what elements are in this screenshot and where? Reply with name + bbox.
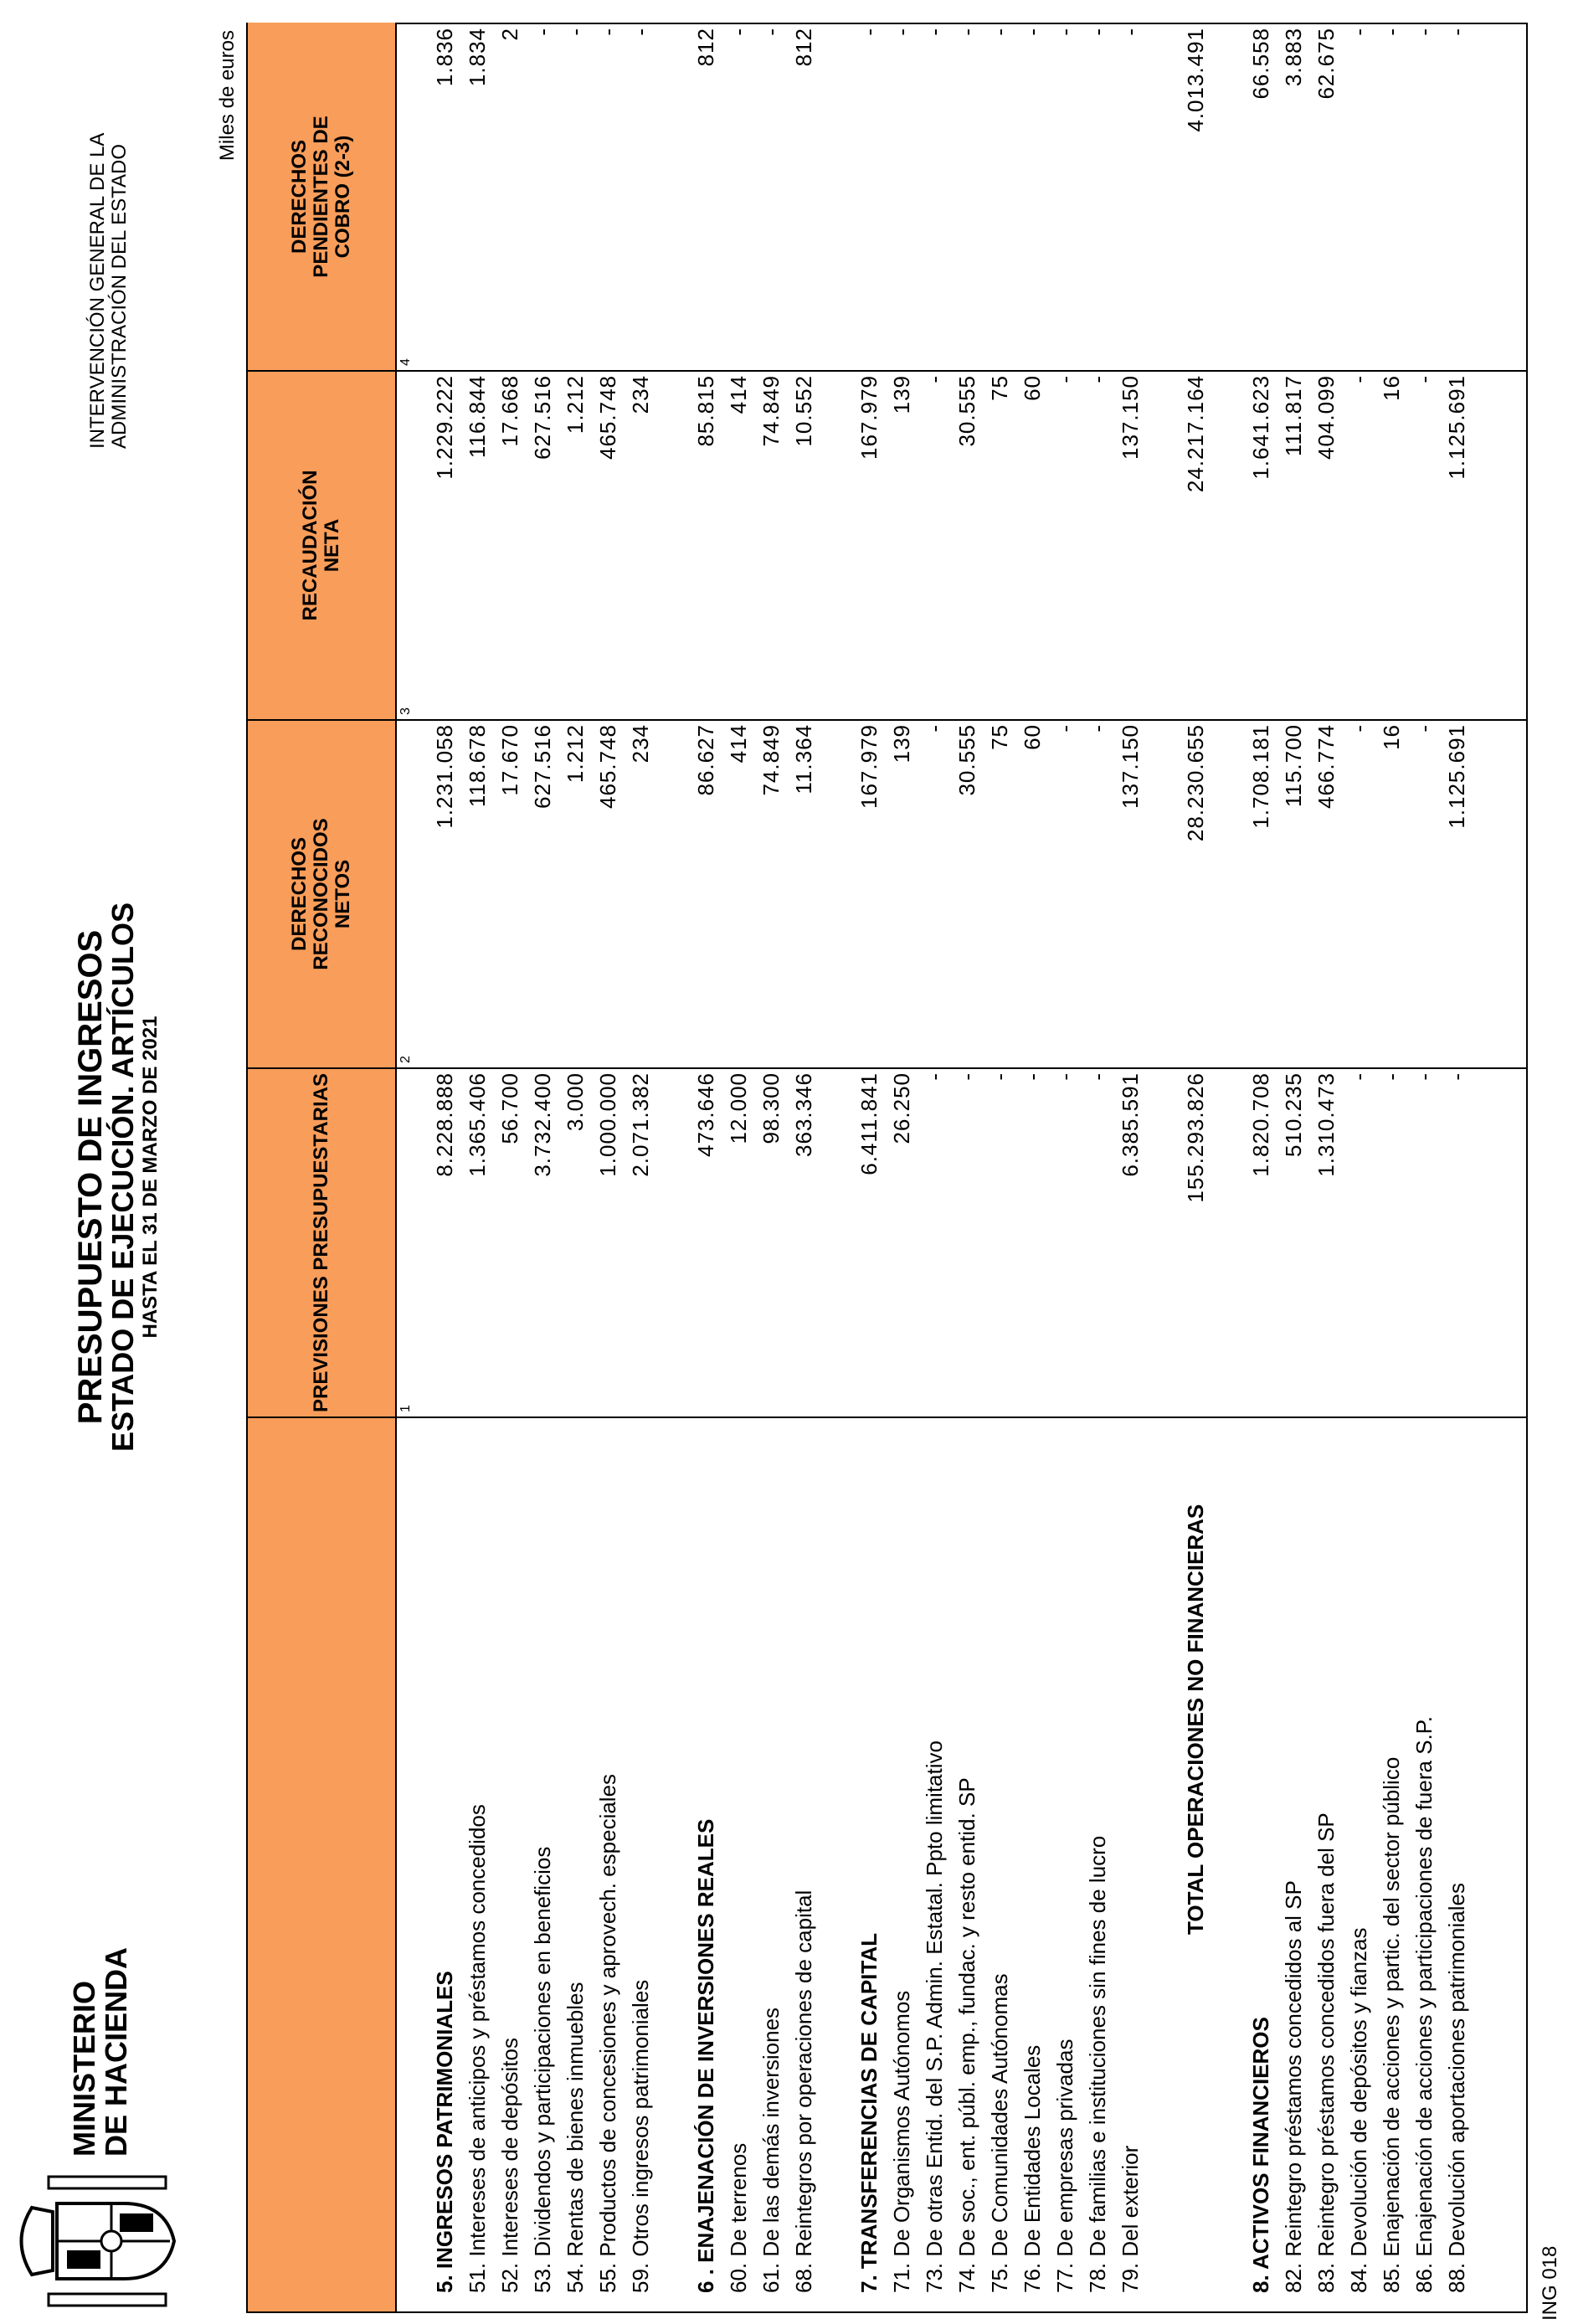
column-header-3 [248,371,397,720]
cell-value-col-2: - [1346,724,1371,733]
cell-value-col-3: 60 [1020,375,1045,401]
column-header-4 [248,23,397,371]
cell-value-col-3: 167.979 [856,375,882,460]
cell-value-col-4: - [1444,28,1469,36]
units-label: Miles de euros [216,30,239,162]
report-period: HASTA EL 31 DE MARZO DE 2021 [139,1015,162,1339]
table-row [1016,24,1049,2311]
cell-value-col-4: - [726,28,751,36]
table-row [1114,24,1147,2311]
cell-value-col-1: - [1346,1072,1371,1081]
cell-value-col-2: 1.708.181 [1248,724,1273,829]
cell-value-col-1: - [1379,1072,1404,1081]
cell-value-col-1: - [1020,1072,1045,1081]
table-row [1310,24,1343,2311]
cell-value-col-4: - [563,28,588,36]
cell-value-col-4: 1.836 [432,28,457,87]
cell-value-col-3: 74.849 [758,375,784,447]
table-row [461,24,494,2311]
cell-value-col-4: - [856,28,882,36]
cell-value-col-2: 465.748 [595,724,620,809]
spacer-row [657,24,690,2311]
cell-value-col-4: - [595,28,620,36]
row-label: 77. De empresas privadas [1052,2039,1077,2293]
table-row [1082,24,1114,2311]
row-label: 59. Otros ingresos patrimoniales [628,1979,653,2293]
table-row [886,24,918,2311]
cell-value-col-2: 1.125.691 [1444,724,1469,829]
cell-value-col-2: 11.364 [791,724,816,794]
cell-value-col-4: - [758,28,784,36]
cell-value-col-3: 85.815 [693,375,718,447]
cell-value-col-2: - [1085,724,1110,733]
cell-value-col-3: 30.555 [954,375,979,447]
cell-value-col-3: 24.217.164 [1183,375,1208,493]
spacer-row [1212,24,1245,2311]
cell-value-col-2: - [922,724,947,733]
cell-value-col-2: 118.678 [465,724,490,808]
cell-value-col-3: 234 [628,375,653,414]
row-label: 8. ACTIVOS FINANCIEROS [1248,2017,1273,2293]
cell-value-col-3: 75 [987,375,1012,401]
row-label: 78. De familias e instituciones sin fines de lucro [1085,1835,1110,2293]
column-header-label: DERECHOS PENDIENTES DE COBRO (2-3) [288,116,354,278]
cell-value-col-1: 12.000 [726,1072,751,1144]
report-subtitle: ESTADO DE EJECUCIÓN. ARTÍCULOS [105,902,140,1452]
cell-value-col-4: - [954,28,979,36]
cell-value-col-4: - [1085,28,1110,36]
cell-value-col-4: - [1411,28,1437,36]
spacer-row [1147,24,1180,2311]
cell-value-col-2: 1.212 [563,724,588,784]
cell-value-col-1: 6.411.841 [856,1072,882,1175]
cell-value-col-4: - [1379,28,1404,36]
row-label: 88. Devolución aportaciones patrimoniales [1444,1883,1469,2293]
row-label: 85. Enajenación de acciones y partic. del sector público [1379,1756,1404,2293]
report-title: PRESUPUESTO DE INGRESOS [72,929,109,1425]
cell-value-col-2: 115.700 [1281,724,1306,808]
table-row [527,24,559,2311]
ministry-name [69,1947,132,2157]
row-label: 71. De Organismos Autónomos [889,1990,914,2293]
cell-value-col-1: - [1085,1072,1110,1081]
cell-value-col-3: 137.150 [1118,375,1143,460]
row-label: 83. Reintegro préstamos concedidos fuera del SP [1313,1812,1339,2293]
cell-value-col-1: - [1444,1072,1469,1081]
column-number: 3 [398,707,413,715]
document-code: ING 018 [1539,2245,1561,2321]
cell-value-col-1: 155.293.826 [1183,1072,1208,1203]
cell-value-col-4: - [1052,28,1077,36]
table-row [755,24,788,2311]
row-label: 79. Del exterior [1118,2145,1143,2293]
cell-value-col-1: - [922,1072,947,1081]
cell-value-col-1: 3.000 [563,1072,588,1132]
row-label: 53. Dividendos y participaciones en beneficios [530,1846,555,2293]
cell-value-col-3: 414 [726,375,751,414]
row-label: 74. De soc., ent. públ. emp., fundac. y resto entid. SP [954,1777,979,2293]
cell-value-col-3: 1.125.691 [1444,375,1469,480]
cell-value-col-1: 6.385.591 [1118,1072,1143,1177]
column-header-label: DERECHOS RECONOCIDOS NETOS [288,818,354,970]
cell-value-col-2: 74.849 [758,724,784,796]
cell-value-col-4: - [628,28,653,36]
cell-value-col-4: - [987,28,1012,36]
row-label: 73. De otras Entid. del S.P. Admin. Estatal. Ppto limitativo [922,1740,947,2293]
cell-value-col-2: 167.979 [856,724,882,809]
cell-value-col-4: 62.675 [1313,28,1339,100]
cell-value-col-1: - [954,1072,979,1081]
table-row [625,24,657,2311]
row-label: 84. Devolución de depósitos y fianzas [1346,1927,1371,2293]
cell-value-col-2: 139 [889,724,914,764]
cell-value-col-3: - [1411,375,1437,383]
coat-of-arms-logo [15,2170,182,2312]
cell-value-col-4: 4.013.491 [1183,28,1208,132]
table-row [722,24,755,2311]
cell-value-col-3: 1.212 [563,375,588,434]
row-label: TOTAL OPERACIONES NO FINANCIERAS [1183,1504,1208,1935]
cell-value-col-3: - [1346,375,1371,383]
cell-value-col-3: 1.641.623 [1248,375,1273,480]
table-row [1441,24,1473,2311]
cell-value-col-3: - [1052,375,1077,383]
agency-name [87,133,131,449]
row-label: 61. De las demás inversiones [758,2007,784,2293]
column-header-1 [248,1068,397,1417]
report-title-block [74,784,162,1571]
row-label: 75. De Comunidades Autónomas [987,1973,1012,2293]
cell-value-col-3: 139 [889,375,914,414]
cell-value-col-1: - [987,1072,1012,1081]
cell-value-col-1: 510.235 [1281,1072,1306,1157]
cell-value-col-2: 30.555 [954,724,979,796]
budget-table [246,23,1528,2313]
cell-value-col-1: 26.250 [889,1072,914,1144]
spacer-row [820,24,853,2311]
cell-value-col-3: 10.552 [791,375,816,447]
row-label: 7. TRANSFERENCIAS DE CAPITAL [856,1933,882,2293]
cell-value-col-4: - [889,28,914,36]
row-label: 60. De terrenos [726,2142,751,2293]
column-number: 1 [398,1405,413,1412]
cell-value-col-1: 363.346 [791,1072,816,1157]
cell-value-col-2: 466.774 [1313,724,1339,809]
cell-value-col-3: 111.817 [1281,375,1306,457]
column-header-label: PREVISIONES PRESUPUESTARIAS [310,1073,332,1412]
cell-value-col-1: 1.000.000 [595,1072,620,1177]
cell-value-col-1: 2.071.382 [628,1072,653,1177]
row-label: 6 . ENAJENACIÓN DE INVERSIONES REALES [693,1818,718,2293]
chapter-row [429,24,461,2311]
column-header-2 [248,720,397,1068]
ministry-line-2: DE HACIENDA [99,1946,133,2157]
chapter-row [690,24,722,2311]
cell-value-col-4: 3.883 [1281,28,1306,87]
cell-value-col-2: 1.231.058 [432,724,457,829]
row-label: 51. Intereses de anticipos y préstamos concedidos [465,1804,490,2293]
column-number: 4 [398,358,413,366]
cell-value-col-3: 116.844 [465,375,490,459]
table-row [494,24,527,2311]
cell-value-col-1: 8.228.888 [432,1072,457,1177]
cell-value-col-2: 60 [1020,724,1045,750]
cell-value-col-3: 1.229.222 [432,375,457,480]
cell-value-col-4: - [530,28,555,36]
cell-value-col-4: 1.834 [465,28,490,87]
table-row [559,24,592,2311]
cell-value-col-1: - [1411,1072,1437,1081]
cell-value-col-1: 1.310.473 [1313,1072,1339,1177]
cell-value-col-1: 473.646 [693,1072,718,1157]
table-row [1277,24,1310,2311]
table-row [984,24,1016,2311]
table-row [592,24,625,2311]
row-label: 52. Intereses de depósitos [497,2038,522,2293]
cell-value-col-4: - [1346,28,1371,36]
cell-value-col-2: 627.516 [530,724,555,809]
table-row [1049,24,1082,2311]
table-row [788,24,820,2311]
agency-line-1: INTERVENCIÓN GENERAL DE LA [86,132,109,449]
column-header-label: RECAUDACIÓN NETA [299,470,343,621]
ministry-line-1: MINISTERIO [67,1980,101,2157]
row-label: 55. Productos de concesiones y aprovech. especiales [595,1773,620,2293]
cell-value-col-4: 812 [791,28,816,67]
cell-value-col-2: 234 [628,724,653,764]
table-row [918,24,951,2311]
cell-value-col-3: - [922,375,947,383]
table-body [429,24,1473,2311]
cell-value-col-2: 16 [1379,724,1404,750]
cell-value-col-3: 465.748 [595,375,620,460]
cell-value-col-2: 86.627 [693,724,718,796]
cell-value-col-2: 28.230.655 [1183,724,1208,842]
agency-line-2: ADMINISTRACIÓN DEL ESTADO [108,143,131,449]
header-label-cell [248,1417,397,2311]
cell-value-col-3: 627.516 [530,375,555,460]
row-label: 86. Enajenación de acciones y participaciones de fuera S.P. [1411,1716,1437,2293]
cell-value-col-4: - [1118,28,1143,36]
column-number: 2 [398,1056,413,1063]
cell-value-col-3: 16 [1379,375,1404,401]
cell-value-col-1: 98.300 [758,1072,784,1144]
chapter-row [853,24,886,2311]
cell-value-col-2: 17.670 [497,724,522,796]
cell-value-col-4: 2 [497,28,522,41]
total-row [1180,24,1212,2311]
row-label: 5. INGRESOS PATRIMONIALES [432,1971,457,2293]
cell-value-col-1: 56.700 [497,1072,522,1144]
table-row [1343,24,1375,2311]
row-label: 54. Rentas de bienes inmuebles [563,1982,588,2293]
cell-value-col-1: - [1052,1072,1077,1081]
cell-value-col-2: - [1411,724,1437,733]
table-row [1408,24,1441,2311]
row-label: 82. Reintegro préstamos concedidos al SP [1281,1880,1306,2293]
cell-value-col-3: 404.099 [1313,375,1339,460]
cell-value-col-4: 66.558 [1248,28,1273,100]
cell-value-col-3: 17.668 [497,375,522,447]
cell-value-col-3: - [1085,375,1110,383]
table-row [951,24,984,2311]
cell-value-col-1: 3.732.400 [530,1072,555,1177]
chapter-row [1245,24,1277,2311]
cell-value-col-2: 75 [987,724,1012,750]
cell-value-col-2: 137.150 [1118,724,1143,809]
cell-value-col-1: 1.365.406 [465,1072,490,1177]
cell-value-col-2: 414 [726,724,751,764]
row-label: 76. De Entidades Locales [1020,2044,1045,2293]
cell-value-col-4: - [922,28,947,36]
cell-value-col-2: - [1052,724,1077,733]
cell-value-col-4: 812 [693,28,718,67]
row-label: 68. Reintegros por operaciones de capital [791,1890,816,2293]
table-row [1375,24,1408,2311]
cell-value-col-4: - [1020,28,1045,36]
cell-value-col-1: 1.820.708 [1248,1072,1273,1177]
